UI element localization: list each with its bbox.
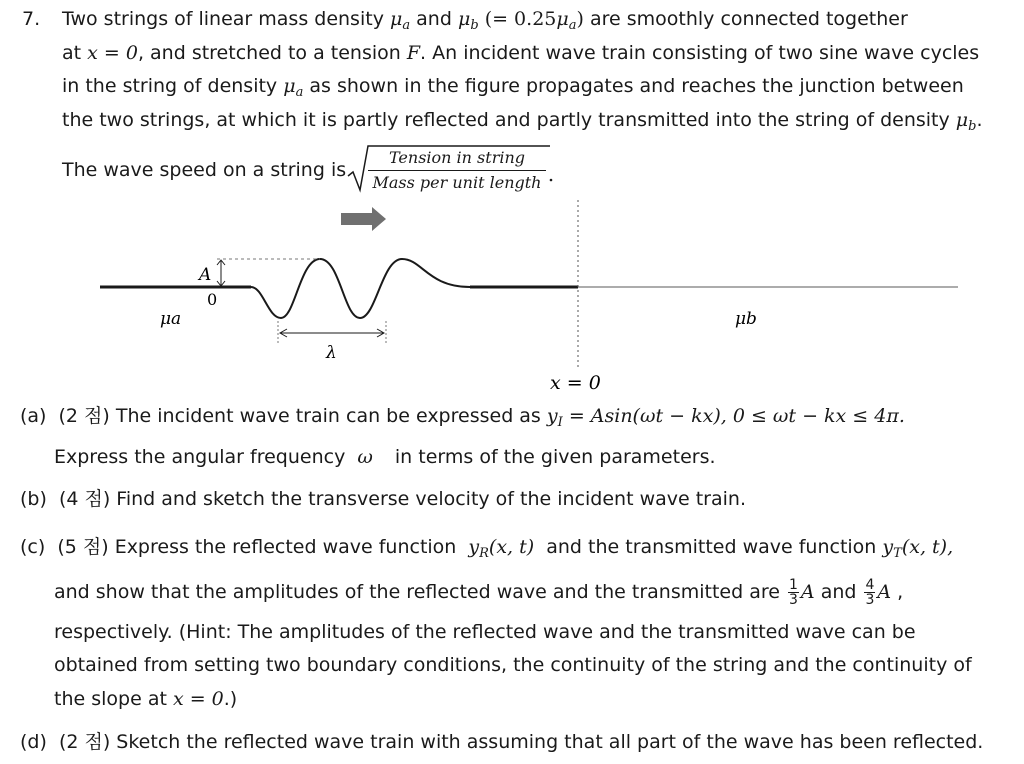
part-a-points: (2 점) [58, 405, 110, 427]
problem-number: 7. [22, 8, 41, 30]
part-b-text: Find and sketch the transverse velocity of the incident wave train. [116, 488, 746, 510]
part-c-line-3: respectively. (Hint: The amplitudes of the reflected wave and the transmitted wave can be [54, 621, 916, 643]
text: . An incident wave train consisting of two sine wave cycles [420, 42, 980, 64]
text: in terms of the given parameters. [394, 446, 716, 468]
transmitted-function: $y_T(x$, t), [882, 536, 954, 561]
text: the slope at [54, 688, 167, 710]
sqrt-fraction [368, 146, 546, 195]
text: .) [223, 688, 238, 710]
part-c-line-4: obtained from setting two boundary conditions, the continuity of the string and the continuity of [54, 654, 972, 676]
omega: ω [357, 446, 373, 468]
part-a-text: The incident wave train can be expressed as [115, 405, 541, 427]
problem-line-1 [62, 6, 908, 39]
part-a-label: (a) [20, 405, 47, 427]
problem-line-2 [62, 40, 979, 66]
text: and show that the amplitudes of the reflected wave and the transmitted are [54, 581, 780, 603]
text: , and stretched to a tension [137, 42, 401, 64]
part-a-equation: $y_I = Asin(\omega t - kx)$, 0 ≤ ωt − kx ≤ 4π. [546, 405, 905, 430]
part-b-points: (4 점) [58, 488, 111, 510]
label-lambda: λ [326, 343, 337, 363]
text: and [416, 8, 452, 30]
text: at [62, 42, 82, 64]
problem-line-5 [62, 157, 346, 183]
text: and [820, 581, 857, 603]
label-mu-a: μa [160, 309, 182, 329]
mu-a: $\mu_a$ [389, 8, 411, 33]
sqrt-denominator: Mass per unit length [372, 173, 542, 192]
text: Two strings of linear mass density [62, 8, 384, 30]
part-c [20, 534, 953, 567]
part-c-text: Express the reflected wave function [114, 536, 457, 558]
part-d-label: (d) [20, 731, 47, 753]
part-a-line-2 [54, 444, 716, 470]
text: in the string of density [62, 75, 278, 97]
sqrt-numerator: Tension in string [368, 146, 546, 171]
part-d-points: (2 점) [58, 731, 111, 753]
part-c-line-5 [54, 686, 237, 712]
label-x0: x = 0 [550, 372, 601, 394]
label-mu-b: μb [735, 309, 757, 329]
text: the two strings, at which it is partly reflected and partly transmitted into the string of density [62, 109, 950, 131]
text: are smoothly connected together [589, 8, 908, 30]
x-eq-0: x = 0 [87, 42, 138, 64]
incident-wave [251, 259, 470, 318]
mu-b: $\mu_b$ [955, 109, 977, 134]
mu-a: $\mu_a$ [283, 75, 304, 100]
wave-figure [0, 195, 1024, 395]
text: and the transmitted wave function [546, 536, 877, 558]
reflected-function: $y_R(x$, t) [468, 536, 535, 561]
part-b [20, 486, 746, 512]
part-c-points: (5 점) [57, 536, 109, 558]
part-d [20, 729, 983, 755]
propagation-arrow-icon [341, 207, 386, 231]
fraction-one-third: $\frac{1}{3}$ [788, 577, 798, 608]
part-a [20, 403, 905, 436]
x-eq-0: x = 0 [172, 688, 224, 710]
eq-b: (= $0.25\mu_a$) [484, 8, 584, 33]
mu-b: $\mu_b$ [457, 8, 479, 33]
part-b-label: (b) [20, 488, 47, 510]
tension-F: F [406, 42, 421, 64]
part-c-label: (c) [20, 536, 46, 558]
label-A: A [199, 265, 212, 285]
problem-line-4: the two strings, at which it is partly reflected and partly transmitted into the string of density $\mu_b$. [62, 109, 983, 134]
text: The wave speed on a string is [62, 159, 347, 181]
fraction-four-thirds: $\frac{4}{3}$ [865, 577, 875, 608]
text: as shown in the figure propagates and reaches the junction between [309, 75, 964, 97]
part-c-line-2: and show that the amplitudes of the reflected wave and the transmitted are $\frac{1}{3}$ A and $\frac{4}{3}$ A , [54, 577, 904, 608]
part-d-text: Sketch the reflected wave train with assuming that all part of the wave has been reflected. [116, 731, 984, 753]
label-zero: 0 [207, 290, 218, 309]
text: Express the angular frequency [54, 446, 346, 468]
problem-line-3 [62, 73, 964, 106]
